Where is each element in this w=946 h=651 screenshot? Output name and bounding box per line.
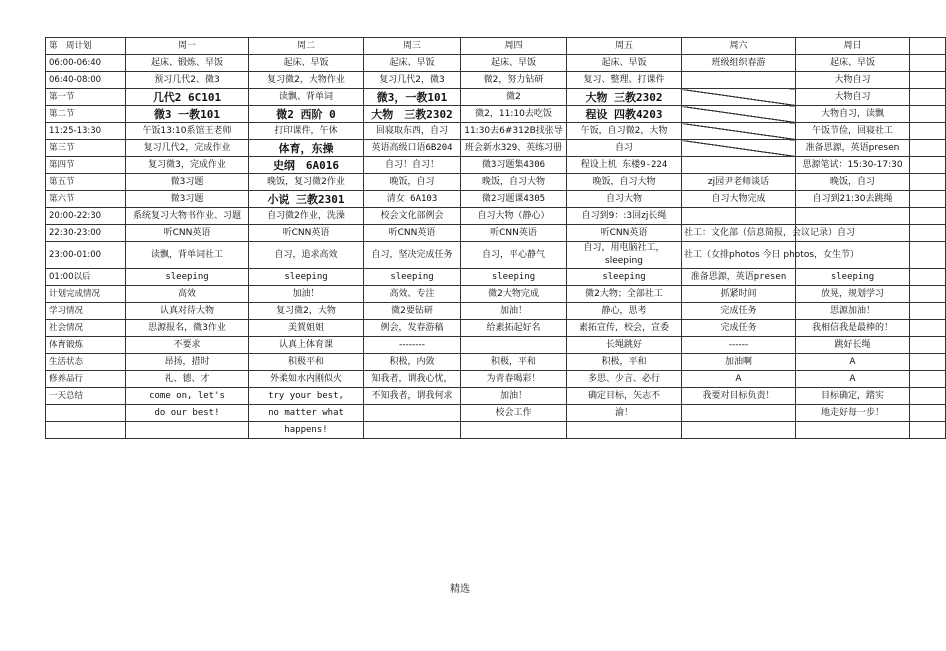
extra-cell — [910, 286, 946, 303]
table-row — [46, 354, 946, 371]
plan-cell: A — [796, 371, 910, 388]
extra-cell — [910, 72, 946, 89]
plan-cell — [682, 140, 796, 157]
row-label: 第二节 — [46, 106, 126, 123]
plan-cell: 微3 一教101 — [126, 106, 249, 123]
plan-cell: 我相信我是最棒的！ — [796, 320, 910, 337]
plan-cell: 晚饭，自习大物 — [567, 174, 682, 191]
extra-cell — [910, 55, 946, 72]
plan-cell: 思源报名，微3作业 — [126, 320, 249, 337]
plan-cell: 班会新水329、英练习册 — [461, 140, 567, 157]
plan-cell: 自习大物完成 — [682, 191, 796, 208]
plan-cell: 准备思源，英语presen — [682, 269, 796, 286]
plan-cell: 大物自习 — [796, 89, 910, 106]
page-footer-text: 精选 — [450, 584, 470, 595]
plan-cell: 复习几代2，完成作业 — [126, 140, 249, 157]
row-label — [46, 422, 126, 439]
extra-cell — [910, 191, 946, 208]
plan-cell: 复习、整理、打课件 — [567, 72, 682, 89]
plan-cell: 清女 6A103 — [364, 191, 461, 208]
header-day-8 — [910, 38, 946, 55]
plan-cell — [796, 208, 910, 225]
plan-cell: 积极，内敛 — [364, 354, 461, 371]
table-row — [46, 422, 946, 439]
plan-cell: 自习到21:30去跳绳 — [796, 191, 910, 208]
plan-cell: -------- — [364, 337, 461, 354]
plan-cell: 地走好每一步！ — [796, 405, 910, 422]
plan-cell — [364, 422, 461, 439]
plan-cell: 不知我者，谓我何求 — [364, 388, 461, 405]
plan-cell: happens! — [249, 422, 364, 439]
row-label: 学习情况 — [46, 303, 126, 320]
plan-cell: 微3，一教101 — [364, 89, 461, 106]
plan-cell: 静心，思考 — [567, 303, 682, 320]
weekly-plan-table — [45, 37, 946, 439]
plan-cell: come on, let's — [126, 388, 249, 405]
plan-cell: 微3习题集4306 — [461, 157, 567, 174]
plan-cell: 几代2 6C101 — [126, 89, 249, 106]
extra-cell — [910, 174, 946, 191]
plan-cell: 晚饭，自习大物 — [461, 174, 567, 191]
plan-cell: 不要求 — [126, 337, 249, 354]
header-day-5: 周五 — [567, 38, 682, 55]
table-row — [46, 191, 946, 208]
extra-cell — [910, 157, 946, 174]
row-label: 第一节 — [46, 89, 126, 106]
header-row — [46, 38, 946, 55]
plan-cell: 微2，努力钻研 — [461, 72, 567, 89]
row-label: 第五节 — [46, 174, 126, 191]
plan-cell — [682, 89, 796, 106]
row-label: 修养品行 — [46, 371, 126, 388]
plan-cell: 11:30去6#312B找张导 — [461, 123, 567, 140]
plan-cell: 体育，东操 — [249, 140, 364, 157]
plan-cell: 听CNN英语 — [249, 225, 364, 242]
extra-cell — [910, 371, 946, 388]
plan-cell: 自习，追求高效 — [249, 242, 364, 269]
plan-cell: 系统复习大物书作业、习题 — [126, 208, 249, 225]
table-row — [46, 157, 946, 174]
plan-cell: sleeping — [567, 269, 682, 286]
header-day-3: 周三 — [364, 38, 461, 55]
plan-cell: 大物自习 — [796, 72, 910, 89]
plan-cell: 班级组织春游 — [682, 55, 796, 72]
plan-cell: 自习大物 — [567, 191, 682, 208]
extra-cell — [910, 208, 946, 225]
plan-cell: 复习几代2，微3 — [364, 72, 461, 89]
plan-cell: 起床、早饭 — [364, 55, 461, 72]
plan-cell: 读飘、背单词 — [249, 89, 364, 106]
weekly-plan-sheet — [45, 37, 946, 439]
plan-cell: sleeping — [461, 269, 567, 286]
plan-cell — [682, 157, 796, 174]
plan-cell — [567, 422, 682, 439]
plan-cell — [461, 422, 567, 439]
extra-cell — [910, 422, 946, 439]
plan-cell: 高效、专注 — [364, 286, 461, 303]
plan-cell: 素拓宣传，校会，宣委 — [567, 320, 682, 337]
plan-cell — [682, 405, 796, 422]
plan-cell — [682, 72, 796, 89]
plan-cell: A — [682, 371, 796, 388]
plan-cell: 思源加油！ — [796, 303, 910, 320]
row-label — [46, 405, 126, 422]
extra-cell — [910, 405, 946, 422]
plan-cell: 自习微2作业，洗澡 — [249, 208, 364, 225]
table-row — [46, 269, 946, 286]
row-label: 体育锻炼 — [46, 337, 126, 354]
plan-cell: do our best! — [126, 405, 249, 422]
table-row — [46, 89, 946, 106]
plan-cell: A — [796, 354, 910, 371]
plan-cell: 自习 — [567, 140, 682, 157]
plan-cell: ------ — [682, 337, 796, 354]
header-day-1: 周一 — [126, 38, 249, 55]
plan-cell: 思源笔试：15:30-17:30 — [796, 157, 910, 174]
plan-cell: try your best, — [249, 388, 364, 405]
row-label: 计划完成情况 — [46, 286, 126, 303]
plan-cell: 自习到9：:3回zj长绳 — [567, 208, 682, 225]
plan-cell: 加油！ — [249, 286, 364, 303]
table-row — [46, 303, 946, 320]
plan-cell: 认真对待大物 — [126, 303, 249, 320]
row-label: 06:40-08:00 — [46, 72, 126, 89]
header-day-2: 周二 — [249, 38, 364, 55]
plan-cell: 起床、早饭 — [461, 55, 567, 72]
table-row — [46, 405, 946, 422]
table-row — [46, 106, 946, 123]
plan-cell: 目标确定，踏实 — [796, 388, 910, 405]
row-label: 一天总结 — [46, 388, 126, 405]
plan-cell: sleeping — [126, 269, 249, 286]
plan-cell: 渝！ — [567, 405, 682, 422]
plan-cell: zj园尹老师谈话 — [682, 174, 796, 191]
plan-cell — [364, 405, 461, 422]
plan-cell: 确定目标，矢志不 — [567, 388, 682, 405]
table-row — [46, 371, 946, 388]
plan-cell: 例会，发春游稿 — [364, 320, 461, 337]
extra-cell — [910, 225, 946, 242]
plan-cell: 复习微2，大物 — [249, 303, 364, 320]
plan-cell: 放晃，规划学习 — [796, 286, 910, 303]
plan-cell: 复习微3，完成作业 — [126, 157, 249, 174]
table-row — [46, 388, 946, 405]
plan-cell: 昂扬，措时 — [126, 354, 249, 371]
table-row — [46, 208, 946, 225]
plan-cell: 微2，11:10去吃饭 — [461, 106, 567, 123]
extra-cell — [910, 89, 946, 106]
extra-cell — [910, 337, 946, 354]
plan-cell: 晚饭，复习微2作业 — [249, 174, 364, 191]
plan-cell — [126, 422, 249, 439]
plan-cell: 微2大物；全部社工 — [567, 286, 682, 303]
plan-cell: 校会文化部例会 — [364, 208, 461, 225]
plan-cell: 晚饭，自习 — [796, 174, 910, 191]
plan-cell: 自习，平心静气 — [461, 242, 567, 269]
plan-cell: sleeping — [796, 269, 910, 286]
plan-cell: 回寝取东西，自习 — [364, 123, 461, 140]
row-label: 社会情况 — [46, 320, 126, 337]
row-label: 23:00-01:00 — [46, 242, 126, 269]
row-label: 第四节 — [46, 157, 126, 174]
plan-cell: 读飘，背单词社工 — [126, 242, 249, 269]
table-row — [46, 140, 946, 157]
plan-cell: 微3习题 — [126, 174, 249, 191]
plan-cell: 社工：文化部（信息简报，会议记录）自习 — [682, 225, 796, 242]
table-row — [46, 286, 946, 303]
plan-cell: 认真上体育课 — [249, 337, 364, 354]
plan-cell: 加油！ — [461, 388, 567, 405]
plan-cell: 英语高级口语6B204 — [364, 140, 461, 157]
plan-cell: 微2习题课4305 — [461, 191, 567, 208]
plan-cell: 午饭，自习微2，大物 — [567, 123, 682, 140]
plan-cell: 微2 — [461, 89, 567, 106]
plan-cell: 美賀姐姐 — [249, 320, 364, 337]
plan-cell: 微2 西阶 0 — [249, 106, 364, 123]
row-label: 第六节 — [46, 191, 126, 208]
row-label: 20:00-22:30 — [46, 208, 126, 225]
extra-cell — [910, 269, 946, 286]
plan-cell: 自习！自习！ — [364, 157, 461, 174]
plan-cell: 起床、早饭 — [249, 55, 364, 72]
plan-cell: sleeping — [249, 269, 364, 286]
row-label: 22:30-23:00 — [46, 225, 126, 242]
header-day-4: 周四 — [461, 38, 567, 55]
extra-cell — [910, 320, 946, 337]
plan-cell — [682, 106, 796, 123]
row-label: 第三节 — [46, 140, 126, 157]
plan-cell: 打印课件，午休 — [249, 123, 364, 140]
plan-cell: 自习，用电脑社工，sleeping — [567, 242, 682, 269]
plan-cell: 外柔如水内刚似火 — [249, 371, 364, 388]
row-label: 11:25-13:30 — [46, 123, 126, 140]
table-row — [46, 242, 946, 269]
plan-cell — [796, 422, 910, 439]
plan-cell: 程设上机 东楼9-224 — [567, 157, 682, 174]
extra-cell — [910, 388, 946, 405]
table-row — [46, 72, 946, 89]
plan-cell: 加油啊 — [682, 354, 796, 371]
plan-cell: 大物自习，读飘 — [796, 106, 910, 123]
plan-cell: 复习微2，大物作业 — [249, 72, 364, 89]
table-row — [46, 337, 946, 354]
plan-cell: 午饭13:10系馆王老师 — [126, 123, 249, 140]
plan-cell: 知我者，谓我心忧， — [364, 371, 461, 388]
plan-cell: 加油！ — [461, 303, 567, 320]
table-row — [46, 123, 946, 140]
plan-cell: 听CNN英语 — [364, 225, 461, 242]
extra-cell — [910, 106, 946, 123]
extra-cell — [910, 123, 946, 140]
header-day-7: 周日 — [796, 38, 910, 55]
extra-cell — [910, 303, 946, 320]
plan-cell: 晚饭，自习 — [364, 174, 461, 191]
plan-cell: 预习几代2、微3 — [126, 72, 249, 89]
plan-cell: sleeping — [364, 269, 461, 286]
extra-cell — [910, 242, 946, 269]
plan-cell: 听CNN英语 — [126, 225, 249, 242]
plan-cell: 大物 三教2302 — [567, 89, 682, 106]
plan-cell: 抓紧时间 — [682, 286, 796, 303]
plan-cell: 自习大物（静心） — [461, 208, 567, 225]
plan-cell: 完成任务 — [682, 320, 796, 337]
plan-cell: 微3习题 — [126, 191, 249, 208]
plan-cell: 礼、德、才 — [126, 371, 249, 388]
plan-cell: 听CNN英语 — [461, 225, 567, 242]
table-row — [46, 320, 946, 337]
plan-cell: 准备思源，英语presen — [796, 140, 910, 157]
header-week-label: 第 周计划 — [46, 38, 126, 55]
plan-cell — [682, 422, 796, 439]
plan-cell: 积极平和 — [249, 354, 364, 371]
table-row — [46, 174, 946, 191]
row-label: 06:00-06:40 — [46, 55, 126, 72]
plan-cell: 社工（女排photos 今日 photos，女生节） — [682, 242, 796, 269]
plan-cell: 起床、早饭 — [796, 55, 910, 72]
plan-cell: 午饭节俭，回寝社工 — [796, 123, 910, 140]
plan-cell: 大物 三教2302 — [364, 106, 461, 123]
extra-cell — [910, 140, 946, 157]
plan-cell: 多思、少言、必行 — [567, 371, 682, 388]
plan-cell: 起床、锻炼、早饭 — [126, 55, 249, 72]
plan-cell: 完成任务 — [682, 303, 796, 320]
plan-cell: 听CNN英语 — [567, 225, 682, 242]
table-row — [46, 55, 946, 72]
table-row — [46, 225, 946, 242]
row-label: 生活状态 — [46, 354, 126, 371]
plan-cell: 跳好长绳 — [796, 337, 910, 354]
plan-cell: 程设 四教4203 — [567, 106, 682, 123]
header-day-6: 周六 — [682, 38, 796, 55]
plan-cell: 给素拓起好名 — [461, 320, 567, 337]
plan-cell: 微2要钻研 — [364, 303, 461, 320]
plan-cell: 长绳跳好 — [567, 337, 682, 354]
plan-cell: 积极，平和 — [567, 354, 682, 371]
plan-cell: 校会工作 — [461, 405, 567, 422]
row-label: 01:00以后 — [46, 269, 126, 286]
plan-cell: 史纲 6A016 — [249, 157, 364, 174]
plan-cell: 我要对目标负责！ — [682, 388, 796, 405]
plan-cell — [682, 208, 796, 225]
plan-cell — [682, 123, 796, 140]
plan-cell: 自习，坚决完成任务 — [364, 242, 461, 269]
plan-cell: 积极，平和 — [461, 354, 567, 371]
plan-cell: 小说 三教2301 — [249, 191, 364, 208]
plan-cell — [461, 337, 567, 354]
extra-cell — [910, 354, 946, 371]
plan-cell: no matter what — [249, 405, 364, 422]
plan-cell: 高效 — [126, 286, 249, 303]
plan-cell: 微2大物完成 — [461, 286, 567, 303]
plan-cell: 起床、早饭 — [567, 55, 682, 72]
plan-cell: 为青春喝彩！ — [461, 371, 567, 388]
